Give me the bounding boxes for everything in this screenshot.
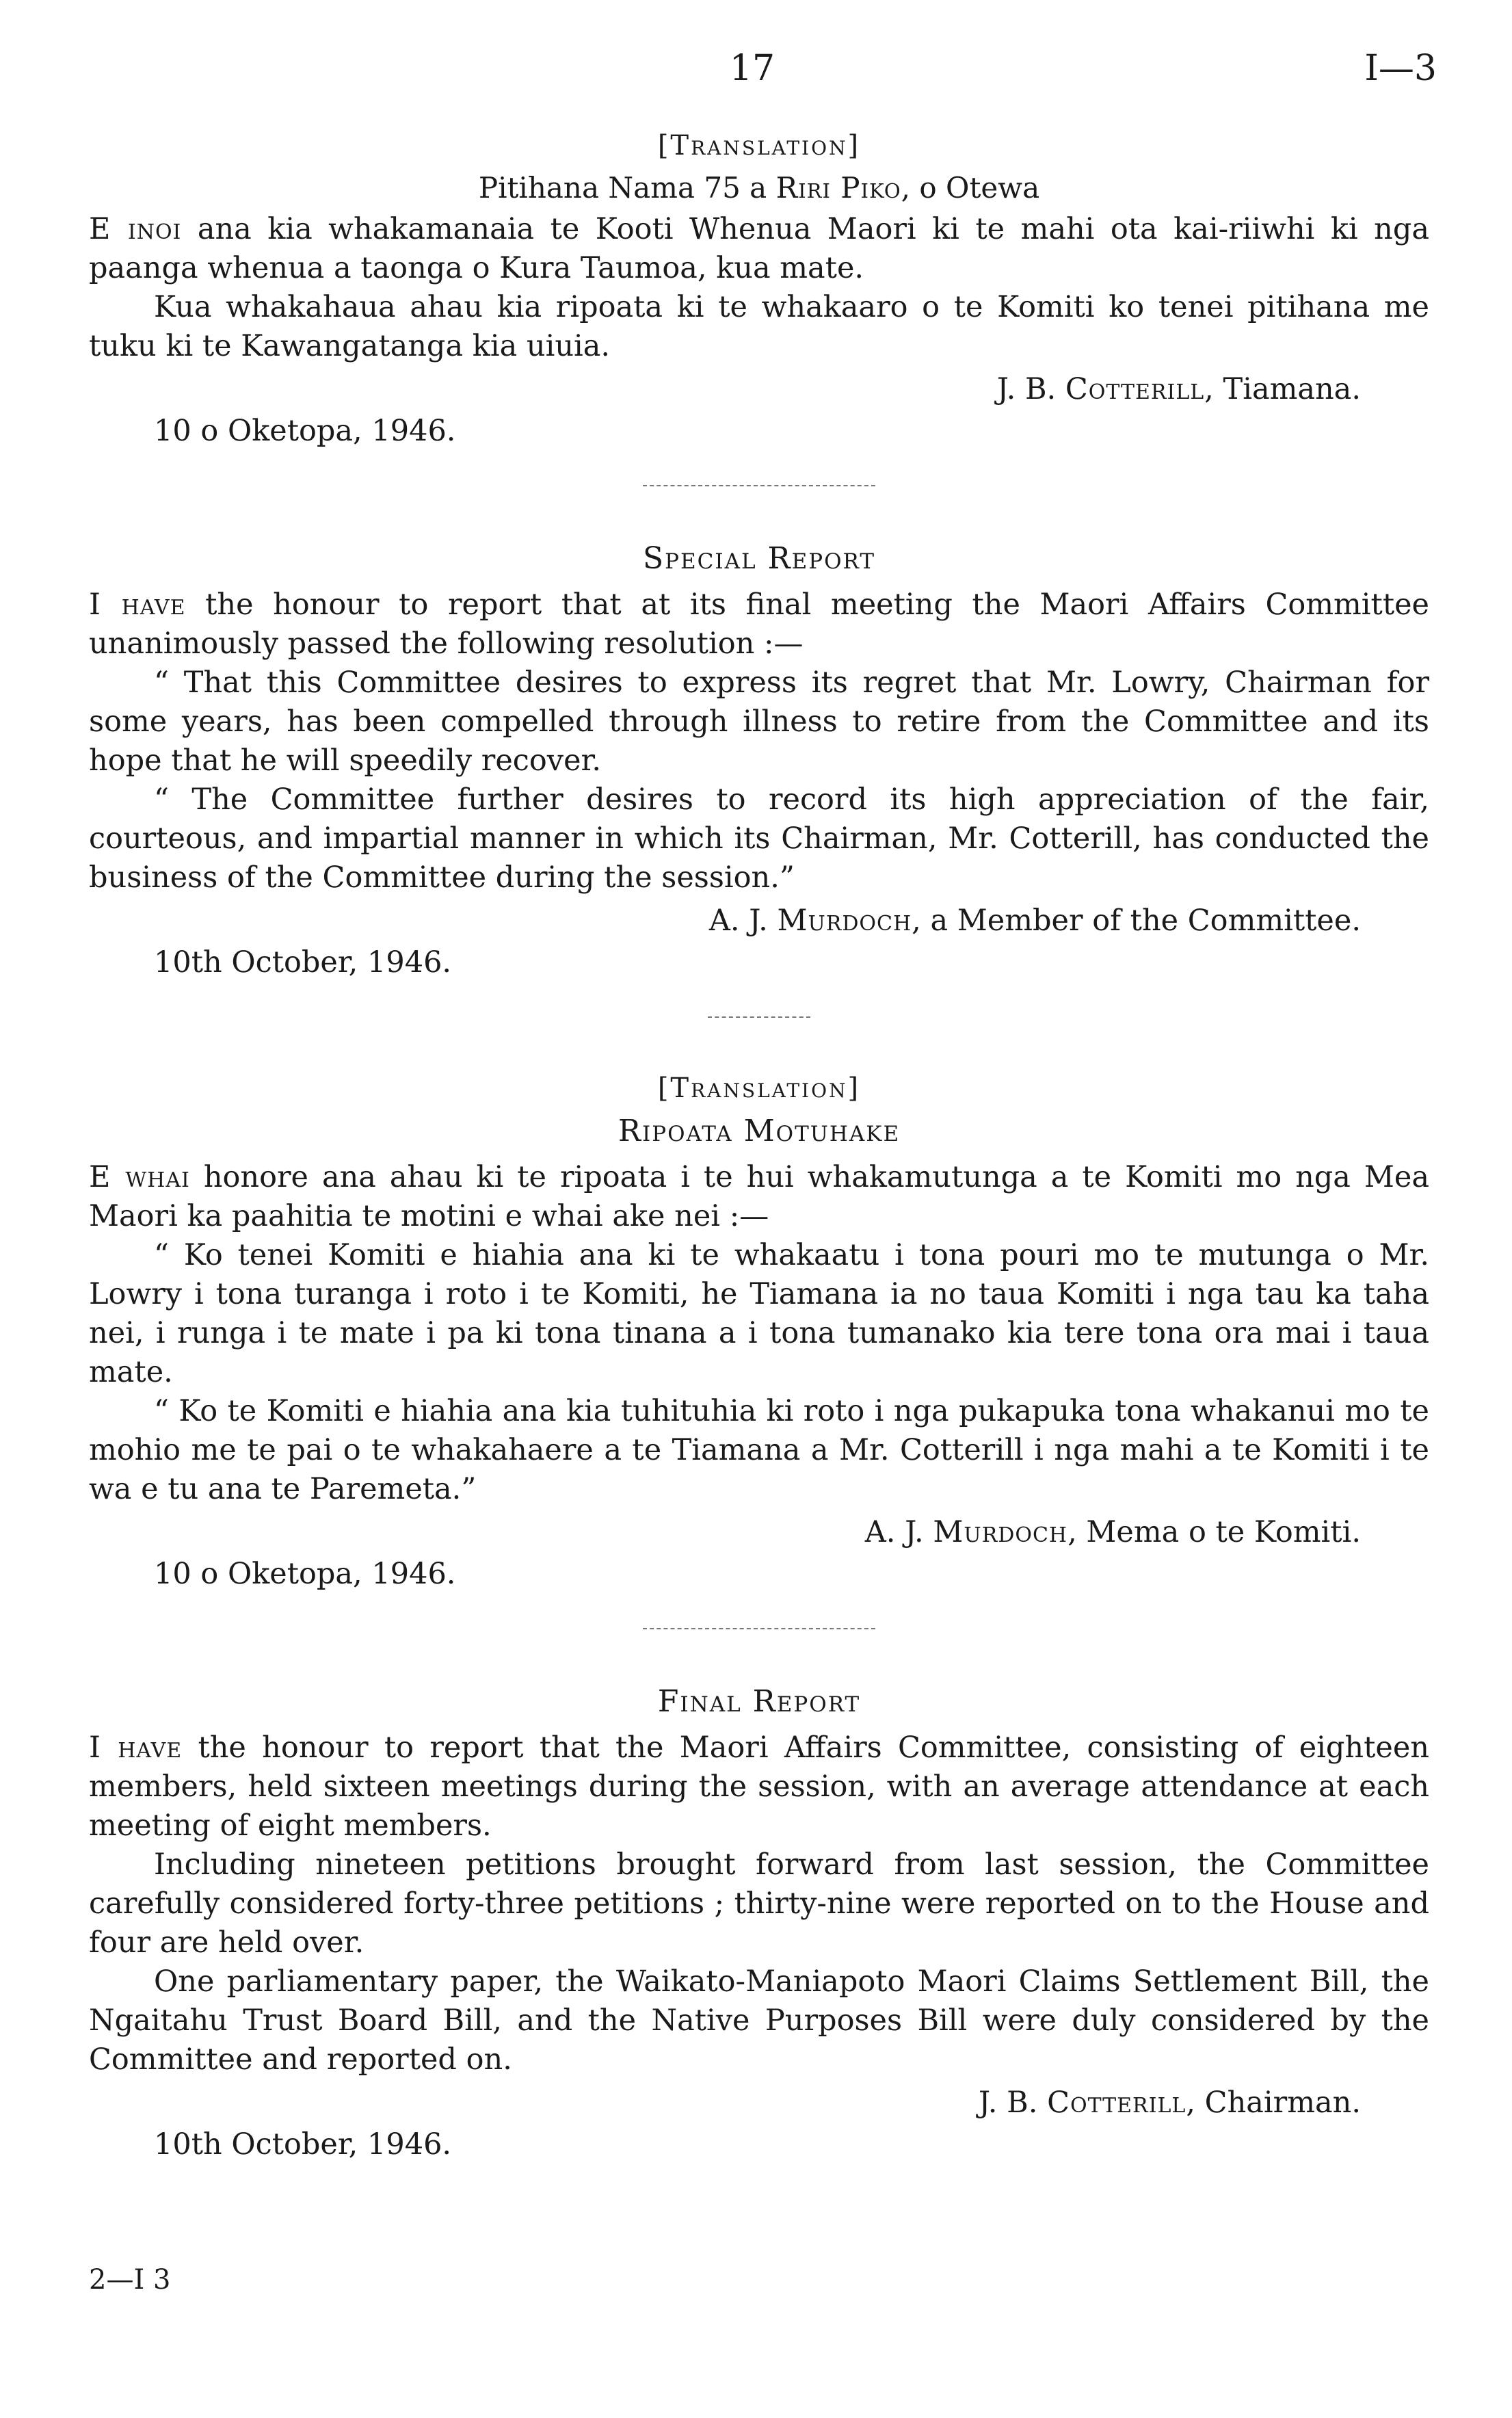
signature	[89, 2084, 1361, 2123]
paragraph-lead: I have	[89, 1731, 183, 1765]
date: 10th October, 1946.	[154, 2127, 452, 2161]
page-header	[0, 48, 1512, 103]
paragraph-lead: E whai	[89, 1160, 190, 1194]
section-special-report	[89, 541, 1429, 982]
signature-name: Cotterill	[1065, 372, 1205, 406]
signature-initials: J. B.	[996, 372, 1057, 406]
section-heading: Final Report	[657, 1684, 861, 1719]
section-heading: [Translation]	[657, 130, 861, 161]
page-content	[89, 130, 1429, 2164]
signature	[89, 1513, 1361, 1552]
paragraph	[89, 1158, 1429, 1236]
date: 10 o Oketopa, 1946.	[154, 414, 456, 448]
paragraph	[89, 586, 1429, 663]
section-divider	[643, 1628, 875, 1629]
section-heading: [Translation]	[657, 1073, 861, 1104]
paragraph-lead: I have	[89, 588, 186, 622]
section-subheading: Ripoata Motuhake	[618, 1114, 901, 1148]
paragraph-text: ana kia whakamanaia te Kooti Whenua Maori ki te mahi ota kai-riiwhi ki nga paanga whenua a taonga o Kura Taumoa, kua mate.	[89, 212, 1429, 285]
paragraph: “ That this Committee desires to express its regret that Mr. Lowry, Chairman for some years, has been compelled through illness to retire from the Committee and its hope that he will speedily recover.	[89, 666, 1429, 778]
paragraph-text: the honour to report that the Maori Affairs Committee, consisting of eighteen members, held sixteen meetings during the session, with an average attendance at each meeting of eight members.	[89, 1731, 1429, 1843]
section-translation-petition	[89, 130, 1429, 451]
paragraph: Kua whakahaua ahau kia ripoata ki te whakaaro o te Komiti ko tenei pitihana me tuku ki te Kawangatanga kia uiuia.	[89, 290, 1429, 363]
paragraph-text: honore ana ahau ki te ripoata i te hui whakamutunga a te Komiti mo nga Mea Maori ka paahitia te motini e whai ake nei :—	[89, 1160, 1429, 1233]
signature-role: , Chairman.	[1186, 2086, 1361, 2120]
signature	[89, 902, 1361, 941]
petition-title-suffix: , o Otewa	[901, 171, 1040, 205]
section-divider	[643, 485, 875, 486]
signature-name: Murdoch	[777, 904, 912, 938]
section-final-report	[89, 1684, 1429, 2164]
paragraph	[89, 1729, 1429, 1845]
signature-role: , a Member of the Committee.	[912, 904, 1361, 938]
paragraph	[89, 210, 1429, 288]
paragraph: “ Ko tenei Komiti e hiahia ana ki te whakaatu i tona pouri mo te mutunga o Mr. Lowry i tona turanga i roto i te Komiti, he Tiamana ia no taua Komiti i nga tau ka taha nei, i runga i te mate i pa ki tona tinana a i tona tumanako kia tere tona ora mai i taua mate.	[89, 1238, 1429, 1389]
section-divider	[708, 1016, 810, 1018]
signature-name: Cotterill	[1047, 2086, 1186, 2120]
signature-initials: A. J.	[864, 1515, 924, 1549]
printer-signature-mark: 2—I 3	[89, 2264, 171, 2296]
signature-initials: A. J.	[708, 904, 768, 938]
signature	[89, 370, 1361, 409]
paragraph: “ The Committee further desires to record its high appreciation of the fair, courteous, and impartial manner in which its Chairman, Mr. Cotterill, has conducted the business of the Committee during the session.”	[89, 783, 1429, 895]
date: 10th October, 1946.	[154, 945, 452, 980]
document-code: I—3	[1364, 48, 1437, 89]
petition-title-prefix: Pitihana Nama 75 a	[478, 171, 767, 205]
paragraph-lead: E inoi	[89, 212, 182, 246]
petitioner-name: Riri Piko	[775, 171, 901, 205]
date: 10 o Oketopa, 1946.	[154, 1557, 456, 1591]
paragraph-text: the honour to report that at its final meeting the Maori Affairs Committee unanimously passed the following resolution :—	[89, 588, 1429, 661]
signature-role: , Tiamana.	[1204, 372, 1361, 406]
section-heading: Special Report	[642, 541, 876, 576]
petition-title	[89, 171, 1429, 205]
paragraph: One parliamentary paper, the Waikato-Maniapoto Maori Claims Settlement Bill, the Ngaitahu Trust Board Bill, and the Native Purposes Bill were duly considered by the Committee and reported on.	[89, 1964, 1429, 2077]
section-translation-report	[89, 1073, 1429, 1594]
paragraph: “ Ko te Komiti e hiahia ana kia tuhituhia ki roto i nga pukapuka tona whakanui mo te mohio me te pai o te whakahaere a te Tiamana a Mr. Cotterill i nga mahi a te Komiti i te wa e tu ana te Paremeta.”	[89, 1394, 1429, 1506]
signature-role: , Mema o te Komiti.	[1067, 1515, 1361, 1549]
paragraph: Including nineteen petitions brought forward from last session, the Committee carefully considered forty-three petitions ; thirty-nine were reported on to the House and four are held over.	[89, 1848, 1429, 1960]
page-number: 17	[729, 48, 775, 89]
signature-initials: J. B.	[978, 2086, 1038, 2120]
signature-name: Murdoch	[933, 1515, 1068, 1549]
